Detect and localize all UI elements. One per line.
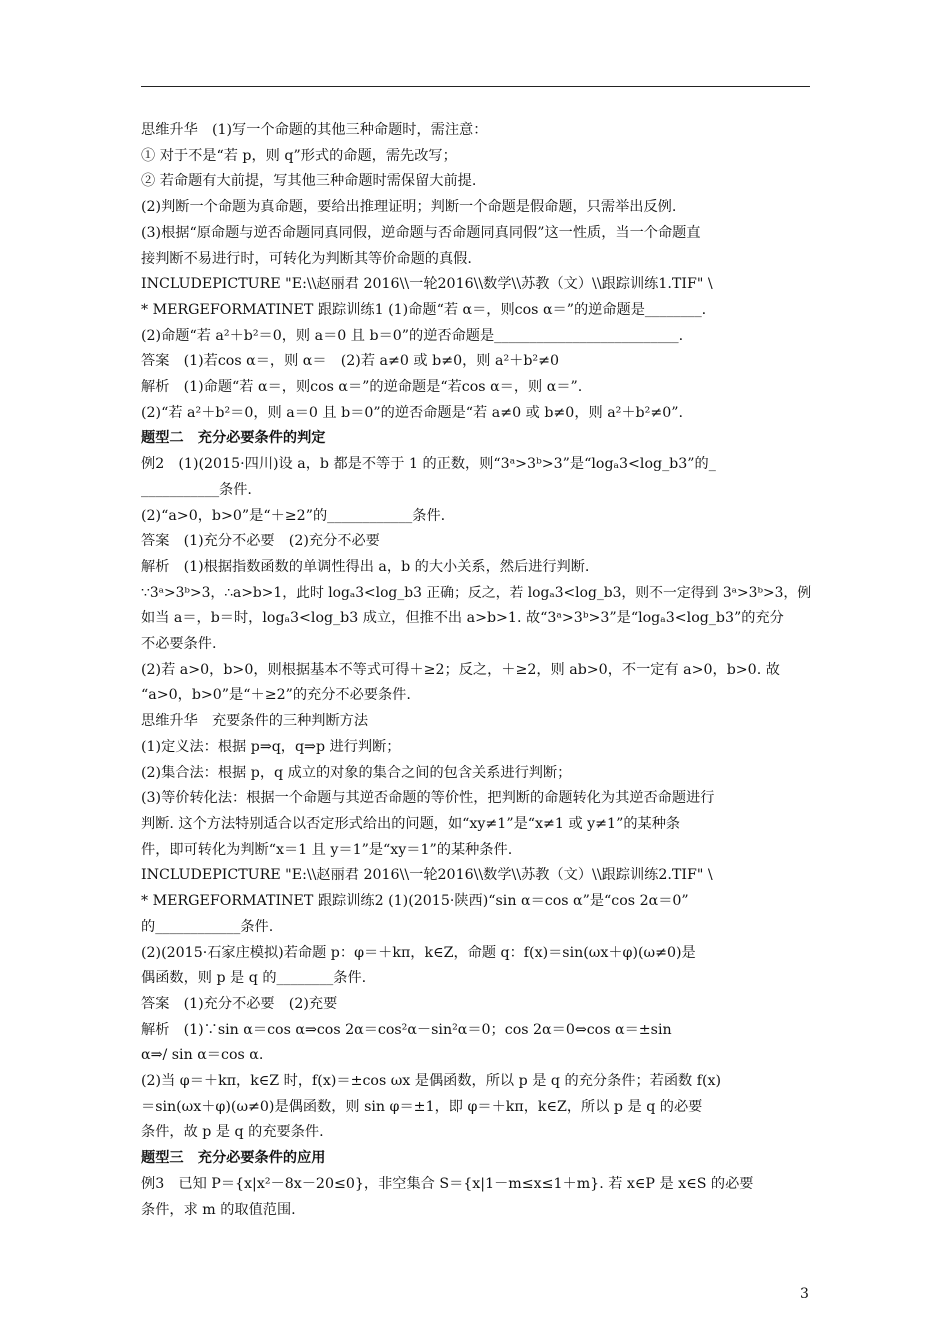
- text-line: * MERGEFORMATINET 跟踪训练2 (1)(2015·陕西)“sin α＝cos α”是“cos 2α＝0”: [141, 893, 689, 910]
- text-line: INCLUDEPICTURE "E:\\赵丽君 2016\\一轮2016\\数学\\苏教（文）\\跟踪训练2.TIF" \: [141, 867, 713, 884]
- text-line: 思维升华 充要条件的三种判断方法: [141, 713, 369, 730]
- text-line: (2)当 φ＝＋kπ，k∈Z 时，f(x)＝±cos ωx 是偶函数，所以 p 是 q 的充分条件；若函数 f(x): [141, 1073, 722, 1090]
- text-line: (2)“a>0，b>0”是“＋≥2”的____________条件.: [141, 507, 446, 524]
- text-line: (2)(2015·石家庄模拟)若命题 p：φ＝＋kπ，k∈Z，命题 q：f(x)＝sin(ωx＋φ)(ω≠0)是: [141, 944, 696, 961]
- text-line: 答案 (1)若cos α＝，则 α＝ (2)若 a≠0 或 b≠0，则 a²＋b²≠0: [141, 353, 560, 370]
- text-line: 条件，求 m 的取值范围.: [141, 1201, 296, 1218]
- header-rule: [141, 86, 810, 87]
- text-line: (3)等价转化法：根据一个命题与其逆否命题的等价性，把判断的命题转化为其逆否命题进行: [141, 790, 715, 807]
- text-line: 件，即可转化为判断“x＝1 且 y＝1”是“xy＝1”的某种条件.: [141, 841, 513, 858]
- text-line: ∵3ᵃ>3ᵇ>3，∴a>b>1，此时 logₐ3<log_b3 正确；反之，若 logₐ3<log_b3，则不一定得到 3ᵃ>3ᵇ>3，例: [141, 584, 812, 601]
- text-line: 不必要条件.: [141, 636, 217, 653]
- text-line: (2)集合法：根据 p，q 成立的对象的集合之间的包含关系进行判断；: [141, 764, 572, 781]
- text-line: 例2 (1)(2015·四川)设 a，b 都是不等于 1 的正数，则“3ᵃ>3ᵇ>3”是“logₐ3<log_b3”的_: [141, 456, 716, 473]
- text-line: ___________条件.: [141, 481, 252, 498]
- text-line: α⇒/ sin α＝cos α.: [141, 1047, 264, 1064]
- text-line: (1)定义法：根据 p⇒q，q⇒p 进行判断；: [141, 738, 401, 755]
- text-line: * MERGEFORMATINET 跟踪训练1 (1)命题“若 α＝，则cos α＝”的逆命题是________.: [141, 301, 707, 318]
- text-line: 解析 (1)根据指数函数的单调性得出 a，b 的大小关系，然后进行判断.: [141, 558, 590, 575]
- text-line: 解析 (1)命题“若 α＝，则cos α＝”的逆命题是“若cos α＝，则 α＝”.: [141, 379, 583, 396]
- text-line: ① 对于不是“若 p，则 q”形式的命题，需先改写；: [141, 147, 457, 164]
- text-line: ② 若命题有大前提，写其他三种命题时需保留大前提.: [141, 173, 477, 190]
- text-line: 接判断不易进行时，可转化为判断其等价命题的真假.: [141, 250, 472, 267]
- text-line: (3)根据“原命题与逆否命题同真同假，逆命题与否命题同真同假”这一性质，当一个命题直: [141, 224, 701, 241]
- text-line: 偶函数，则 p 是 q 的________条件.: [141, 970, 367, 987]
- text-line: 判断. 这个方法特别适合以否定形式给出的问题，如“xy≠1”是“x≠1 或 y≠1”的某种条: [141, 815, 681, 832]
- text-line: 答案 (1)充分不必要 (2)充分不必要: [141, 533, 380, 550]
- text-line: (2)命题“若 a²＋b²＝0，则 a＝0 且 b＝0”的逆否命题是__________________________.: [141, 327, 684, 344]
- document-body: [141, 118, 811, 1223]
- text-line: 的____________条件.: [141, 918, 274, 935]
- section-heading: 题型三 充分必要条件的应用: [141, 1150, 326, 1167]
- text-line: 例3 已知 P＝{x|x²－8x－20≤0}，非空集合 S＝{x|1－m≤x≤1＋m}. 若 x∈P 是 x∈S 的必要: [141, 1175, 754, 1192]
- text-line: 如当 a＝，b＝时，logₐ3<log_b3 成立，但推不出 a>b>1. 故“3ᵃ>3ᵇ>3”是“logₐ3<log_b3”的充分: [141, 610, 784, 627]
- text-line: 解析 (1)∵sin α＝cos α⇒cos 2α＝cos²α－sin²α＝0；cos 2α＝0⇔cos α＝±sin: [141, 1021, 672, 1038]
- text-line: 条件，故 p 是 q 的充要条件.: [141, 1124, 324, 1141]
- text-line: 答案 (1)充分不必要 (2)充要: [141, 995, 338, 1012]
- text-line: ＝sin(ωx＋φ)(ω≠0)是偶函数，则 sin φ＝±1，即 φ＝＋kπ，k∈Z，所以 p 是 q 的必要: [141, 1098, 703, 1115]
- text-line: (2)“若 a²＋b²＝0，则 a＝0 且 b＝0”的逆否命题是“若 a≠0 或 b≠0，则 a²＋b²≠0”.: [141, 404, 683, 421]
- text-line: (2)判断一个命题为真命题，要给出推理证明；判断一个命题是假命题，只需举出反例.: [141, 199, 677, 216]
- text-line: “a>0，b>0”是“＋≥2”的充分不必要条件.: [141, 687, 411, 704]
- text-line: (2)若 a>0，b>0，则根据基本不等式可得＋≥2；反之，＋≥2，则 ab>0，不一定有 a>0，b>0. 故: [141, 661, 780, 678]
- text-line: INCLUDEPICTURE "E:\\赵丽君 2016\\一轮2016\\数学\\苏教（文）\\跟踪训练1.TIF" \: [141, 276, 713, 293]
- text-line: 思维升华 (1)写一个命题的其他三种命题时，需注意：: [141, 122, 488, 138]
- page-number: 3: [800, 1286, 809, 1302]
- section-heading: 题型二 充分必要条件的判定: [141, 430, 326, 447]
